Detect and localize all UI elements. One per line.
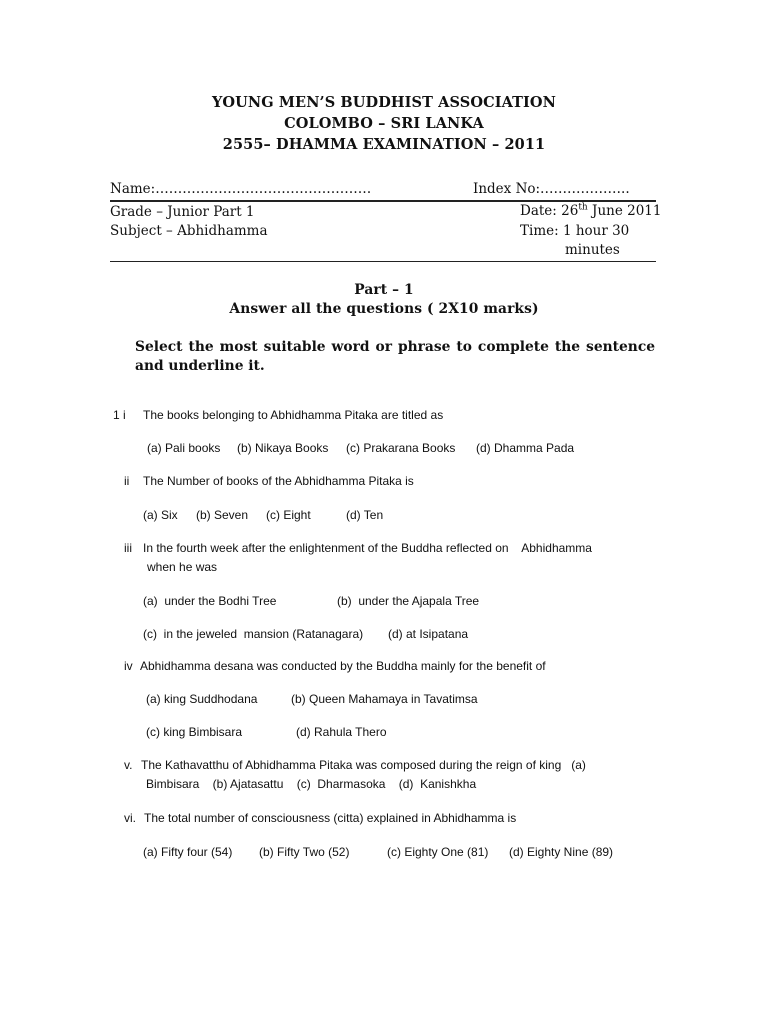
question-text: The books belonging to Abhidhamma Pitaka are titled as bbox=[143, 408, 444, 422]
exam-title: 2555– DHAMMA EXAMINATION – 2011 bbox=[222, 136, 546, 153]
option: (d) at Isipatana bbox=[388, 627, 469, 641]
part-subtitle: Answer all the questions ( 2X10 marks) bbox=[229, 301, 539, 317]
option: (c) in the jeweled mansion (Ratanagara) bbox=[143, 627, 364, 641]
grade-text: Grade – Junior Part 1 bbox=[110, 204, 255, 220]
part-title: Part – 1 bbox=[354, 282, 414, 298]
time-text-cont: minutes bbox=[565, 242, 620, 258]
option: (d) Ten bbox=[346, 508, 384, 522]
index-field-label: Index No:……………….. bbox=[473, 181, 630, 197]
option: (c) Prakarana Books bbox=[346, 441, 456, 455]
date-text bbox=[520, 203, 661, 219]
option: (a) king Suddhodana bbox=[146, 692, 258, 706]
association-title: YOUNG MEN’S BUDDHIST ASSOCIATION bbox=[211, 94, 557, 111]
question-text: The total number of consciousness (citta) explained in Abhidhamma is bbox=[144, 811, 517, 825]
option: (c) king Bimbisara bbox=[146, 725, 243, 739]
location-title: COLOMBO – SRI LANKA bbox=[284, 115, 484, 132]
subject-text: Subject – Abhidhamma bbox=[110, 223, 268, 239]
question-number: iv bbox=[124, 659, 133, 673]
option: (a) under the Bodhi Tree bbox=[143, 594, 277, 608]
question-text: The Number of books of the Abhidhamma Pitaka is bbox=[143, 474, 414, 488]
option: (b) under the Ajapala Tree bbox=[337, 594, 480, 608]
option: (d) Eighty Nine (89) bbox=[509, 845, 614, 859]
option: (a) Pali books bbox=[147, 441, 221, 455]
option: (d) Rahula Thero bbox=[296, 725, 387, 739]
question-number: iii bbox=[124, 541, 132, 555]
question-number: vi. bbox=[124, 811, 136, 825]
question-text: The Kathavatthu of Abhidhamma Pitaka was composed during the reign of king (a) bbox=[141, 758, 586, 772]
header-divider-bottom bbox=[110, 261, 656, 262]
question-text: Abhidhamma desana was conducted by the Buddha mainly for the benefit of bbox=[140, 659, 546, 673]
option: (d) Dhamma Pada bbox=[476, 441, 575, 455]
instruction-text: Select the most suitable word or phrase to complete the sentence and underline it. bbox=[135, 339, 655, 374]
date-prefix: Date: 26 bbox=[520, 203, 579, 219]
question-number: ii bbox=[124, 474, 130, 488]
option: (b) Queen Mahamaya in Tavatimsa bbox=[291, 692, 478, 706]
option: (a) Six bbox=[143, 508, 178, 522]
date-suffix: June 2011 bbox=[587, 203, 662, 219]
question-number: v. bbox=[124, 758, 133, 772]
option: (c) Eight bbox=[266, 508, 311, 522]
option: (b) Seven bbox=[196, 508, 249, 522]
option: (c) Eighty One (81) bbox=[387, 845, 489, 859]
question-number: 1 i bbox=[113, 408, 126, 422]
option: (b) Fifty Two (52) bbox=[259, 845, 350, 859]
name-field-label: Name:………………………………………… bbox=[110, 181, 372, 197]
question-text: In the fourth week after the enlightenment of the Buddha reflected on Abhidhamma bbox=[143, 541, 592, 555]
time-text: Time: 1 hour 30 bbox=[520, 223, 630, 239]
header-divider-top bbox=[110, 200, 656, 202]
question-text-cont: Bimbisara (b) Ajatasattu (c) Dharmasoka (d) Kanishkha bbox=[146, 777, 477, 791]
question-text-cont: when he was bbox=[147, 560, 218, 574]
date-superscript: th bbox=[578, 202, 588, 213]
option: (b) Nikaya Books bbox=[237, 441, 329, 455]
option: (a) Fifty four (54) bbox=[143, 845, 233, 859]
